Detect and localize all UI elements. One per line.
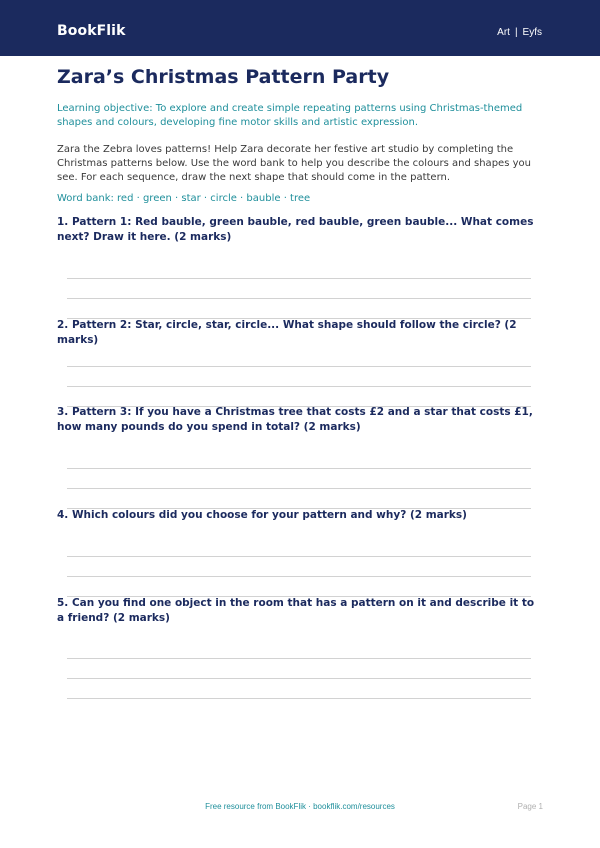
subject-name: Art bbox=[497, 27, 510, 38]
question-5: 5. Can you find one object in the room that has a pattern on it and describe it to a friend? (2 marks) bbox=[57, 597, 535, 624]
worksheet-intro bbox=[57, 66, 543, 206]
intro-text: Zara the Zebra loves patterns! Help Zara decorate her festive art studio by completing the Christmas patterns below. Use the word bank to help you describe the colours and shapes you see. For each sequence, draw the next shape that should come in the pattern. bbox=[57, 144, 531, 183]
question-4: 4. Which colours did you choose for your pattern and why? (2 marks) bbox=[57, 509, 467, 521]
answer-line[interactable] bbox=[67, 678, 531, 679]
page-header bbox=[0, 0, 600, 56]
answer-line[interactable] bbox=[67, 576, 531, 577]
answer-line[interactable] bbox=[67, 658, 531, 659]
answer-line[interactable] bbox=[67, 488, 531, 489]
footer-resource-link[interactable]: Free resource from BookFlik · bookflik.com/resources bbox=[205, 802, 395, 811]
answer-line[interactable] bbox=[67, 386, 531, 387]
answer-line[interactable] bbox=[67, 556, 531, 557]
learning-objective: Learning objective: To explore and create simple repeating patterns using Christmas-themed shapes and colours, developing fine motor skills and artistic expression. bbox=[57, 103, 523, 128]
question-3: 3. Pattern 3: If you have a Christmas tree that costs £2 and a star that costs £1, how many pounds do you spend in total? (2 marks) bbox=[57, 406, 533, 433]
answer-line[interactable] bbox=[67, 278, 531, 279]
level-name: Eyfs bbox=[522, 27, 542, 38]
answer-line[interactable] bbox=[67, 298, 531, 299]
brand-logo: BookFlik bbox=[57, 23, 126, 39]
answer-line[interactable] bbox=[67, 366, 531, 367]
answer-line[interactable] bbox=[67, 468, 531, 469]
page-number: Page 1 bbox=[517, 802, 543, 811]
subject-label bbox=[497, 27, 542, 38]
question-2: 2. Pattern 2: Star, circle, star, circle... What shape should follow the circle? (2 marks) bbox=[57, 319, 517, 346]
question-1: 1. Pattern 1: Red bauble, green bauble, red bauble, green bauble... What comes next? Draw it here. (2 marks) bbox=[57, 216, 534, 243]
word-bank: Word bank: red · green · star · circle · bauble · tree bbox=[57, 193, 311, 204]
page-title: Zara’s Christmas Pattern Party bbox=[57, 66, 390, 88]
subject-separator: | bbox=[514, 27, 518, 38]
answer-line[interactable] bbox=[67, 698, 531, 699]
